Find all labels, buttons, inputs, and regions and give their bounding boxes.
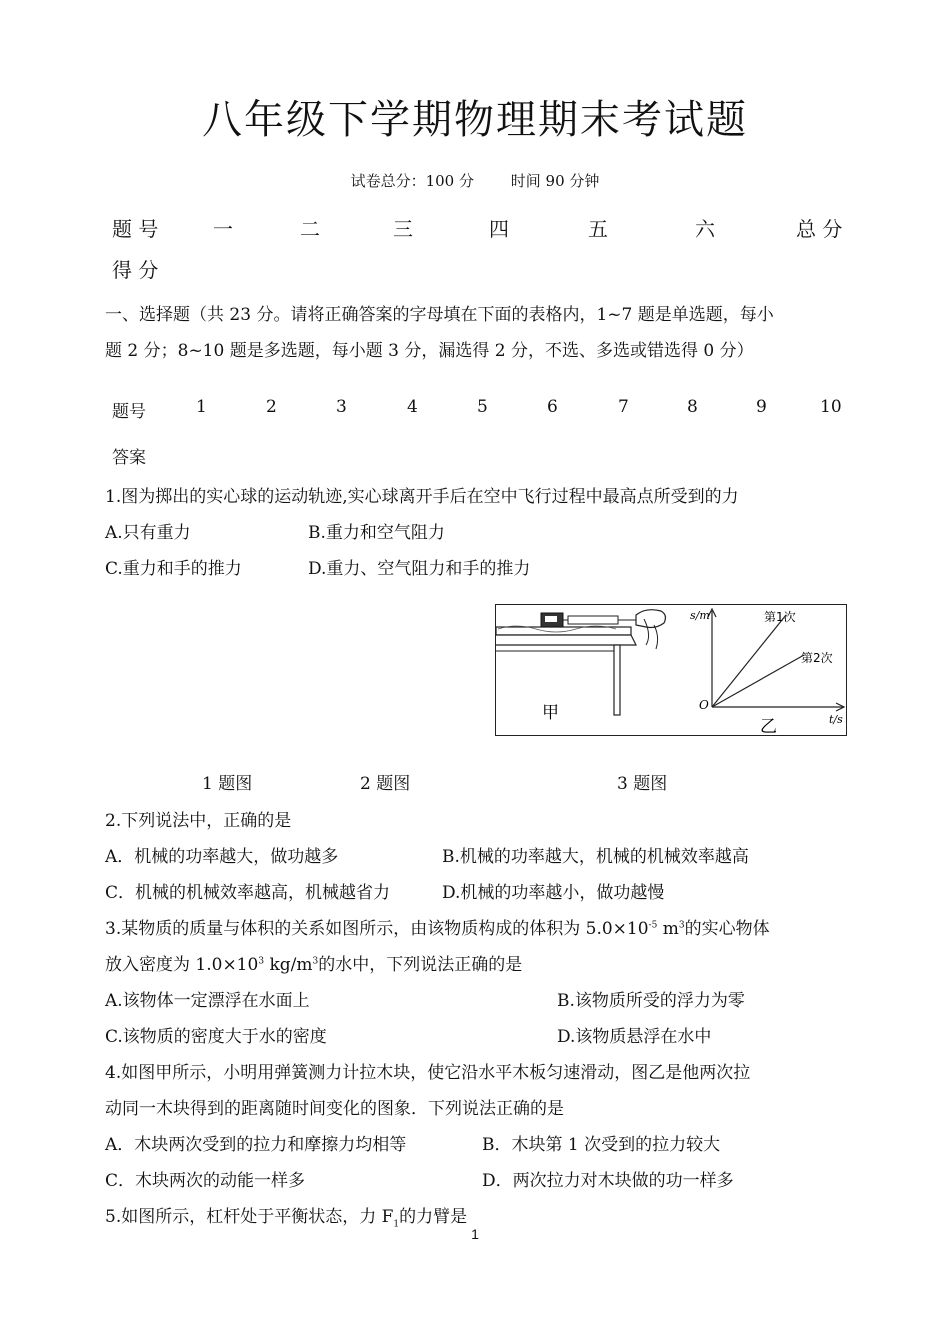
q2-stem: 2.下列说法中，正确的是 xyxy=(105,811,292,831)
graph-y-axis-label: s/m xyxy=(690,609,710,622)
answer-num-2: 2 xyxy=(266,397,277,417)
q1-option-b: B.重力和空气阻力 xyxy=(308,523,445,543)
exam-info xyxy=(0,170,950,191)
q2-option-d: D.机械的功率越小，做功越慢 xyxy=(442,883,665,903)
score-col-3: 三 xyxy=(393,217,413,241)
page-number: 1 xyxy=(471,1226,479,1242)
answer-table-label: 题号 xyxy=(112,402,146,422)
q4-option-b: B．木块第 1 次受到的拉力较大 xyxy=(482,1135,721,1155)
score-col-5: 五 xyxy=(588,217,608,241)
figure-q4-drawing xyxy=(496,605,846,735)
q1-option-c: C.重力和手的推力 xyxy=(105,559,242,579)
answer-num-1: 1 xyxy=(196,397,207,417)
q1-option-a: A.只有重力 xyxy=(105,523,191,543)
score-col-4: 四 xyxy=(489,217,509,241)
q4-option-c: C．木块两次的动能一样多 xyxy=(105,1171,306,1191)
q4-stem-line1: 4.如图甲所示，小明用弹簧测力计拉木块，使它沿水平木板匀速滑动，图乙是他两次拉 xyxy=(105,1063,751,1083)
q3-option-a: A.该物体一定漂浮在水面上 xyxy=(105,991,310,1011)
page-title: 八年级下学期物理期末考试题 xyxy=(202,97,748,143)
q3-option-c: C.该物质的密度大于水的密度 xyxy=(105,1027,327,1047)
q4-stem-line2: 动同一木块得到的距离随时间变化的图象．下列说法正确的是 xyxy=(105,1099,564,1119)
graph-x-axis-label: t/s xyxy=(829,713,843,726)
q5-subscript: 1 xyxy=(393,1219,400,1230)
section1-line1: 一、选择题（共 23 分。请将正确答案的字母填在下面的表格内，1~7 题是单选题，每小 xyxy=(105,305,774,325)
q4-option-d: D．两次拉力对木块做的功一样多 xyxy=(482,1171,734,1191)
q3-option-b: B.该物质所受的浮力为零 xyxy=(557,991,745,1011)
q3-exponent-density: 3 xyxy=(258,956,265,967)
answer-num-5: 5 xyxy=(477,397,488,417)
answer-num-7: 7 xyxy=(618,397,629,417)
q4-option-a: A．木块两次受到的拉力和摩擦力均相等 xyxy=(105,1135,407,1155)
score-col-1: 一 xyxy=(213,217,233,241)
graph-origin-label: O xyxy=(699,698,709,712)
q3-option-d: D.该物质悬浮在水中 xyxy=(557,1027,712,1047)
figure-label-yi: 乙 xyxy=(760,717,777,735)
graph-line-2-label: 第2次 xyxy=(801,651,833,665)
score-row-label: 得 分 xyxy=(112,258,159,282)
answer-row-label: 答案 xyxy=(112,448,146,468)
q3-stem-line2: 放入密度为 $1.0\times 10^3$ $kg/m^3$的水中，下列说法正确的是 xyxy=(105,955,523,975)
q3-stem-line1: 3.某物质的质量与体积的关系如图所示，由该物质构成的体积为 $5.0\times 10^{-5}$ $m^3$的实心物体 xyxy=(105,919,770,939)
answer-num-9: 9 xyxy=(756,397,767,417)
score-table-label: 题 号 xyxy=(112,217,159,241)
q2-option-c: C．机械的机械效率越高，机械越省力 xyxy=(105,883,391,903)
q2-option-a: A．机械的功率越大，做功越多 xyxy=(105,847,339,867)
q3-exponent-unit: 3 xyxy=(678,920,685,931)
score-col-2: 二 xyxy=(300,217,320,241)
score-col-total: 总 分 xyxy=(796,217,843,241)
q1-option-d: D.重力、空气阻力和手的推力 xyxy=(308,559,531,579)
section1-line2: 题 2 分；8~10 题是多选题，每小题 3 分，漏选得 2 分，不选、多选或错选得 0 分） xyxy=(105,341,754,361)
figure-q4 xyxy=(495,604,847,736)
time-text: 时间 90 分钟 xyxy=(510,172,600,190)
caption-figure-2: 2 题图 xyxy=(360,774,411,794)
q3-exponent-density-unit: 3 xyxy=(312,956,319,967)
answer-num-8: 8 xyxy=(687,397,698,417)
q2-option-b: B.机械的功率越大，机械的机械效率越高 xyxy=(442,847,749,867)
answer-num-10: 10 xyxy=(820,397,842,417)
graph-line-1-label: 第1次 xyxy=(764,610,796,624)
q3-exponent-volume: -5 xyxy=(648,920,658,931)
answer-num-6: 6 xyxy=(547,397,558,417)
total-score-text: 试卷总分：100 分 xyxy=(350,172,474,190)
q1-stem: 1.图为掷出的实心球的运动轨迹,实心球离开手后在空中飞行过程中最高点所受到的力 xyxy=(105,487,739,507)
answer-num-3: 3 xyxy=(336,397,347,417)
answer-num-4: 4 xyxy=(407,397,418,417)
q5-stem: 5.如图所示，杠杆处于平衡状态，力 $F_1$的力臂是 xyxy=(105,1207,468,1230)
figure-label-jia: 甲 xyxy=(542,703,559,723)
caption-figure-3: 3 题图 xyxy=(617,774,668,794)
caption-figure-1: 1 题图 xyxy=(202,774,253,794)
score-col-6: 六 xyxy=(695,217,715,241)
